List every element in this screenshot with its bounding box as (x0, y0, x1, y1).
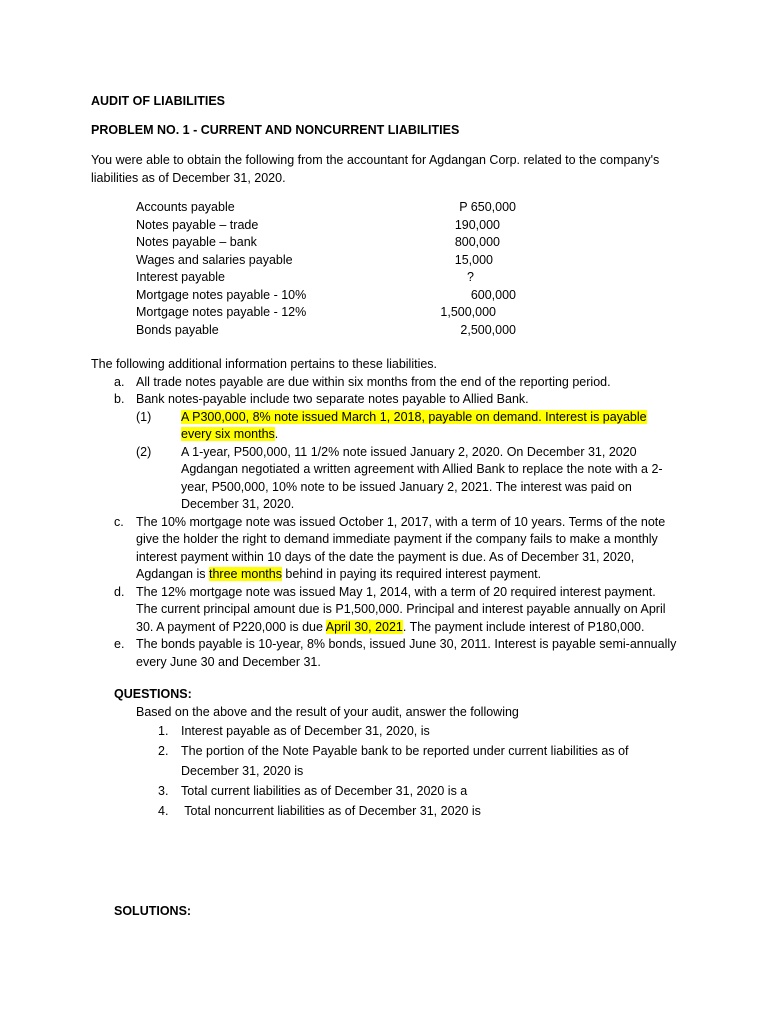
item-c-line: interest payment within 10 days of the date the payment is due. As of December 31, 2020, (136, 549, 635, 564)
item-d-line: The 12% mortgage note was issued May 1, 2014, with a term of 20 required interest payment. (136, 584, 656, 599)
list-marker: d. (114, 584, 125, 599)
liability-name: Mortgage notes payable - 12% (136, 305, 307, 319)
item-c-line: give the holder the right to demand immediate payment if the company fails to make a monthly (136, 532, 658, 546)
sub2-line: year, P500,000, 10% note to be issued January 2, 2021. The interest was paid on (181, 479, 632, 494)
item-c-last-post: behind in paying its required interest payment. (281, 567, 542, 581)
sub-list-marker: (2) (136, 444, 152, 459)
questions-intro: Based on the above and the result of your audit, answer the following (136, 704, 519, 719)
intro-line-2: liabilities as of December 31, 2020. (91, 171, 286, 185)
liability-amount: 15,000 (454, 252, 493, 267)
liability-name: Accounts payable (136, 200, 235, 214)
liability-row (136, 322, 516, 340)
liability-amount: ? (467, 270, 474, 284)
sub-list-marker: (1) (136, 409, 152, 424)
liability-name: Bonds payable (136, 322, 219, 337)
question-number: 2. (158, 744, 169, 758)
liability-amount: 2,500,000 (460, 322, 516, 337)
item-e-line: The bonds payable is 10-year, 8% bonds, issued June 30, 2011. Interest is payable semi-annually (136, 637, 677, 651)
liability-amount: 600,000 (470, 287, 516, 302)
sub2-line: Agdangan negotiated a written agreement with Allied Bank to replace the note with a 2- (181, 462, 663, 476)
list-marker: a. (114, 374, 125, 389)
liability-name: Notes payable – trade (136, 217, 259, 232)
questions-heading: QUESTIONS: (114, 687, 192, 701)
question-text: December 31, 2020 is (181, 764, 304, 778)
highlighted-text: April 30, 2021 (325, 619, 403, 634)
liability-name: Mortgage notes payable - 10% (136, 287, 307, 302)
liability-row (136, 269, 516, 287)
item-e-line: every June 30 and December 31. (136, 654, 321, 669)
solutions-heading: SOLUTIONS: (114, 904, 192, 918)
item-d-last-post: . The payment include interest of P180,000. (402, 619, 645, 634)
item-d-line: The current principal amount due is P1,500,000. Principal and interest payable annually on April (136, 602, 666, 616)
list-marker: c. (114, 514, 124, 529)
highlighted-text: three months (208, 567, 282, 581)
sub2-line: December 31, 2020. (181, 497, 295, 511)
list-marker: b. (114, 392, 125, 406)
item-b-text: Bank notes-payable include two separate notes payable to Allied Bank. (136, 392, 529, 406)
question-text: Total current liabilities as of December 31, 2020 is a (181, 784, 468, 798)
question-text: Total noncurrent liabilities as of December 31, 2020 is (181, 804, 481, 818)
sub2-line: A 1-year, P500,000, 11 1/2% note issued January 2, 2020. On December 31, 2020 (181, 444, 637, 459)
list-marker: e. (114, 637, 125, 651)
intro-line-1: You were able to obtain the following from the accountant for Agdangan Corp. related to the company's (91, 153, 660, 167)
item-c-last-line (136, 566, 541, 584)
liability-amount: 1,500,000 (440, 305, 496, 319)
liability-row (136, 217, 516, 235)
question-text: The portion of the Note Payable bank to be reported under current liabilities as of (181, 744, 629, 758)
question-number: 3. (158, 784, 169, 798)
liability-name: Interest payable (136, 270, 225, 284)
sub1-line-2 (181, 426, 278, 444)
liability-amount: 190,000 (454, 217, 500, 232)
liability-row (136, 287, 516, 305)
item-a-text: All trade notes payable are due within six months from the end of the reporting period. (136, 374, 611, 389)
liability-amount: P 650,000 (459, 200, 516, 214)
sub1-line-1 (181, 409, 647, 427)
item-c-last-pre: Agdangan is (136, 567, 209, 581)
item-d-last-pre: 30. A payment of P220,000 is due (136, 619, 326, 634)
liability-name: Notes payable – bank (136, 235, 257, 249)
question-text: Interest payable as of December 31, 2020, is (181, 724, 430, 738)
highlighted-text: every six months (181, 427, 275, 441)
question-number: 1. (158, 724, 169, 738)
doc-title: AUDIT OF LIABILITIES (91, 94, 226, 108)
liability-row (136, 252, 516, 270)
item-c-line: The 10% mortgage note was issued October 1, 2017, with a term of 10 years. Terms of the note (136, 514, 666, 529)
item-d-last-line (136, 619, 644, 637)
problem-title: PROBLEM NO. 1 - CURRENT AND NONCURRENT LIABILITIES (91, 123, 460, 137)
liability-amount: 800,000 (454, 235, 500, 249)
liability-row (136, 199, 516, 217)
liability-name: Wages and salaries payable (136, 252, 293, 267)
liability-row (136, 234, 516, 252)
liability-row (136, 304, 516, 322)
question-number: 4. (158, 804, 169, 818)
additional-info-intro: The following additional information pertains to these liabilities. (91, 357, 438, 371)
highlighted-text: A P300,000, 8% note issued March 1, 2018, payable on demand. Interest is payable (181, 409, 647, 424)
sub1-line-2-rest: . (274, 427, 279, 441)
